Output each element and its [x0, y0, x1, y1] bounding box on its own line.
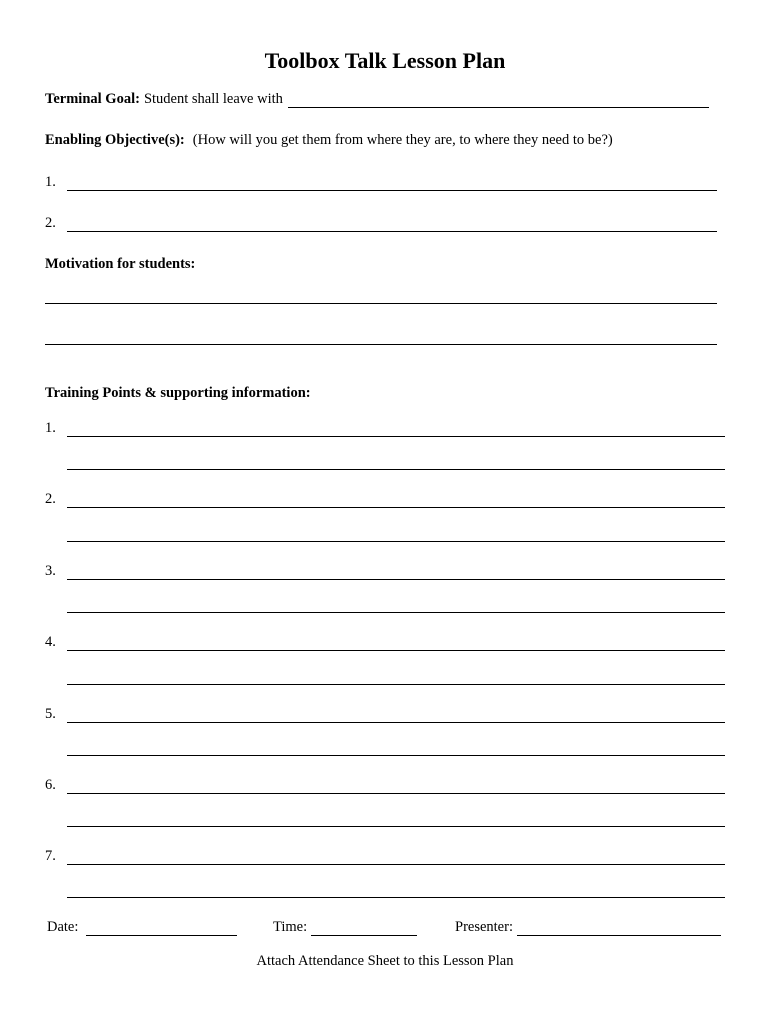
enabling-objective-item — [45, 173, 717, 191]
motivation-label: Motivation for students: — [45, 256, 196, 272]
enabling-objective-item — [45, 214, 717, 232]
training-point-number: 2. — [45, 491, 56, 507]
training-point-field[interactable] — [67, 850, 725, 865]
training-point-continuation-field[interactable] — [67, 897, 725, 898]
motivation-field[interactable] — [45, 344, 717, 345]
presenter-group — [455, 918, 721, 936]
enabling-objective-number: 1. — [45, 174, 56, 190]
motivation-field[interactable] — [45, 303, 717, 304]
training-point-number: 4. — [45, 634, 56, 650]
terminal-goal-field[interactable] — [288, 93, 709, 108]
training-point-continuation-field[interactable] — [67, 755, 725, 756]
enabling-objectives-label: Enabling Objective(s): — [45, 132, 185, 148]
training-point-field[interactable] — [67, 636, 725, 651]
training-point-continuation-field[interactable] — [67, 469, 725, 470]
training-point-field[interactable] — [67, 708, 725, 723]
training-point-continuation-field[interactable] — [67, 541, 725, 542]
training-points-label: Training Points & supporting information: — [45, 385, 311, 401]
presenter-field[interactable] — [517, 921, 721, 936]
page-title: Toolbox Talk Lesson Plan — [264, 48, 506, 73]
terminal-goal-text: Student shall leave with — [143, 91, 283, 107]
training-point-field[interactable] — [67, 779, 725, 794]
training-point-number: 1. — [45, 420, 56, 436]
training-point-item — [45, 776, 725, 794]
training-point-number: 3. — [45, 563, 56, 579]
enabling-objectives-hint: (How will you get them from where they are, to where they need to be?) — [192, 132, 613, 148]
training-point-item — [45, 490, 725, 508]
time-field[interactable] — [311, 921, 417, 936]
enabling-objective-field[interactable] — [67, 176, 717, 191]
date-field[interactable] — [86, 921, 237, 936]
training-point-number: 6. — [45, 777, 56, 793]
enabling-objective-number: 2. — [45, 215, 56, 231]
footer-note: Attach Attendance Sheet to this Lesson Plan — [256, 953, 514, 969]
enabling-objectives-row — [45, 131, 613, 149]
training-point-item — [45, 705, 725, 723]
training-point-number: 5. — [45, 706, 56, 722]
training-point-item — [45, 419, 725, 437]
terminal-goal-label: Terminal Goal: — [45, 91, 140, 107]
date-group — [47, 918, 237, 936]
training-point-item — [45, 562, 725, 580]
training-point-number: 7. — [45, 848, 56, 864]
training-point-field[interactable] — [67, 422, 725, 437]
training-point-field[interactable] — [67, 565, 725, 580]
training-point-continuation-field[interactable] — [67, 684, 725, 685]
terminal-goal-row — [45, 90, 709, 108]
date-label: Date: — [47, 919, 79, 935]
training-point-continuation-field[interactable] — [67, 612, 725, 613]
time-label: Time: — [273, 919, 308, 935]
training-point-continuation-field[interactable] — [67, 826, 725, 827]
time-group — [273, 918, 417, 936]
training-point-item — [45, 847, 725, 865]
training-point-item — [45, 633, 725, 651]
presenter-label: Presenter: — [455, 919, 513, 935]
enabling-objective-field[interactable] — [67, 217, 717, 232]
training-point-field[interactable] — [67, 493, 725, 508]
